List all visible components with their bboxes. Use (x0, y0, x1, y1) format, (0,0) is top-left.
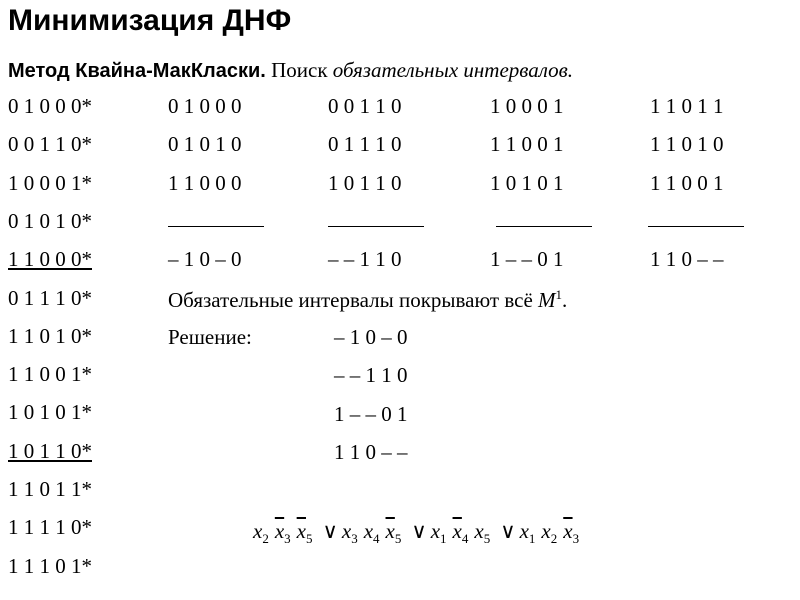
subtitle (8, 58, 573, 83)
group-result: 1 – – 0 1 (490, 247, 564, 271)
formula-literal: $\overline{x}_4$ (452, 519, 469, 546)
group-separator (648, 226, 744, 227)
group-row: 0 1 0 0 0 (168, 94, 242, 118)
group-row: 1 1 0 0 1 (490, 132, 564, 156)
left-row: 1 1 1 0 1* (8, 554, 92, 578)
group-separator (328, 226, 424, 227)
formula-literal: $\overline{x}_5$ (385, 519, 402, 546)
left-row: 1 1 0 1 0* (8, 324, 92, 348)
formula-literal: $\overline{x}_3$ (563, 519, 580, 546)
solution-item: 1 1 0 – – (334, 440, 408, 464)
left-row: 1 0 1 0 1* (8, 400, 92, 424)
method-name: Метод Квайна-МакКласки. (8, 60, 266, 82)
group-result: 1 1 0 – – (650, 247, 724, 271)
solution-item: – – 1 1 0 (334, 363, 408, 387)
or-operator: ∨ (411, 519, 427, 543)
coverage-end: . (562, 288, 568, 312)
solution-label: Решение: (168, 325, 252, 349)
left-row: 1 1 0 0 1* (8, 362, 92, 386)
group-result: – 1 0 – 0 (168, 247, 242, 271)
group-row: 1 0 1 0 1 (490, 171, 564, 195)
left-row: 0 1 0 1 0* (8, 209, 92, 233)
group-row: 0 1 0 1 0 (168, 132, 242, 156)
subtitle-italic: обязательных интервалов. (332, 58, 574, 82)
group-row: 1 0 0 0 1 (490, 94, 564, 118)
solution-item: – 1 0 – 0 (334, 325, 408, 349)
or-operator: ∨ (500, 519, 516, 543)
formula-literal: $x_3$ (341, 519, 358, 546)
formula-literal: $x_2$ (253, 519, 269, 546)
or-operator: ∨ (322, 519, 338, 543)
group-row: 0 0 1 1 0 (328, 94, 402, 118)
formula-literal: $x_4$ (363, 519, 380, 546)
group-separator (496, 226, 592, 227)
subtitle-text: Поиск (271, 58, 328, 82)
coverage-sup: 1 (555, 287, 563, 302)
left-row: 1 1 1 1 0* (8, 515, 92, 539)
coverage-text: Обязательные интервалы покрывают всё (168, 288, 533, 312)
left-row: 1 1 0 0 0* (8, 247, 92, 271)
page-title: Минимизация ДНФ (8, 4, 292, 37)
group-separator (168, 226, 264, 227)
left-row: 0 0 1 1 0* (8, 132, 92, 156)
solution-item: 1 – – 0 1 (334, 402, 408, 426)
coverage-symbol: M (538, 288, 556, 312)
formula-literal: $x_1$ (430, 519, 447, 546)
group-row: 1 0 1 1 0 (328, 171, 402, 195)
left-row: 1 0 0 0 1* (8, 171, 92, 195)
group-row: 1 1 0 1 1 (650, 94, 724, 118)
group-row: 1 1 0 1 0 (650, 132, 724, 156)
minimal-dnf-formula (253, 519, 585, 547)
group-row: 1 1 0 0 1 (650, 171, 724, 195)
formula-literal: $x_1$ (519, 519, 536, 546)
coverage-line (168, 287, 567, 313)
left-row: 0 1 0 0 0* (8, 94, 92, 118)
group-result: – – 1 1 0 (328, 247, 402, 271)
formula-literal: $\overline{x}_3$ (274, 519, 291, 546)
left-row: 1 1 0 1 1* (8, 477, 92, 501)
formula-literal: $x_5$ (474, 519, 491, 546)
left-row: 0 1 1 1 0* (8, 286, 92, 310)
formula-literal: $x_2$ (541, 519, 558, 546)
group-row: 1 1 0 0 0 (168, 171, 242, 195)
left-row: 1 0 1 1 0* (8, 439, 92, 463)
formula-literal: $\overline{x}_5$ (296, 519, 313, 546)
group-row: 0 1 1 1 0 (328, 132, 402, 156)
